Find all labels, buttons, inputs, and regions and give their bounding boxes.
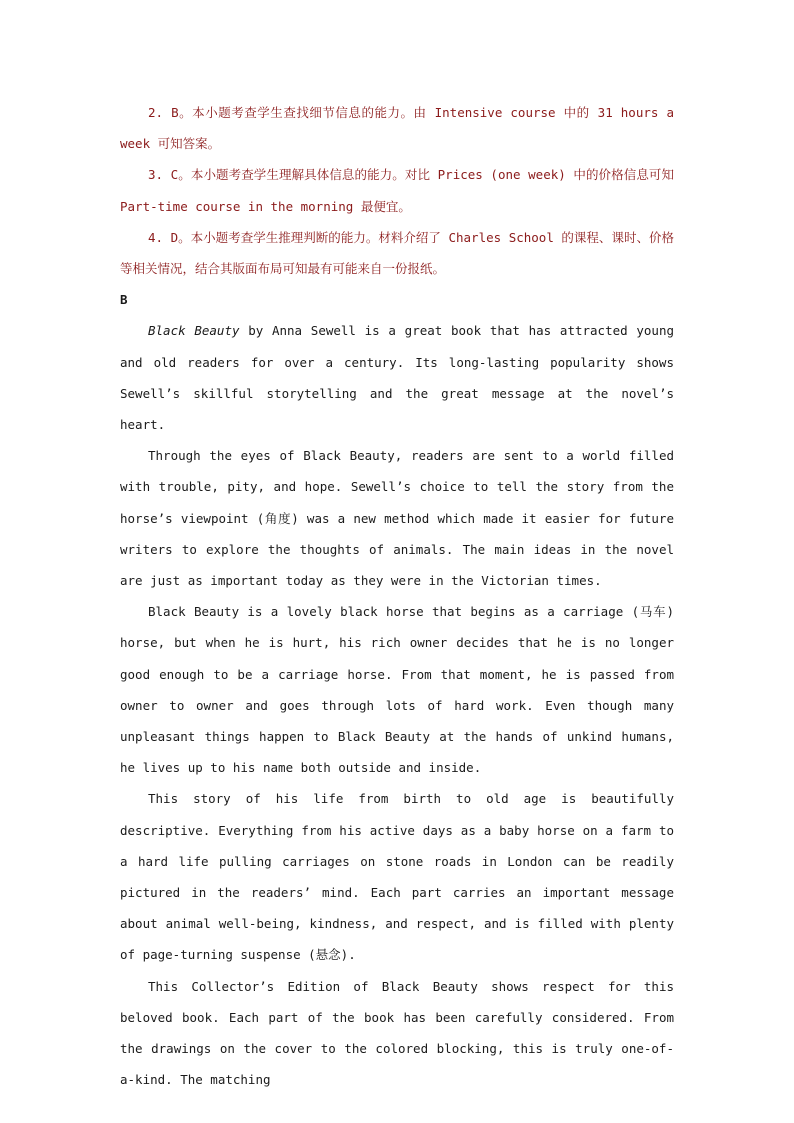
paragraph-1-text: by Anna Sewell is a great book that has attracted young and old readers for over a century. Its long-lasting popularity shows Sewell’s skillful storytelling and the great message at the novel’s heart. xyxy=(120,323,674,433)
passage-paragraph-3: Black Beauty is a lovely black horse that begins as a carriage (马车) horse, but when he is hurt, his rich owner decides that he is no longer good enough to be a carriage horse. From that moment, he is passed from owner to owner and goes through lots of hard work. Even though many unpleasant things happen to Black Beauty at the hands of unkind humans, he lives up to his name both outside and inside. xyxy=(120,604,674,776)
answer-explanations xyxy=(120,97,674,284)
section-title: B xyxy=(120,292,128,308)
passage-paragraph-1 xyxy=(120,315,674,440)
reading-passage xyxy=(120,315,674,1095)
answer-3: 3. C。本小题考查学生理解具体信息的能力。对比 Prices (one week) 中的价格信息可知 Part-time course in the morning 最便宜。 xyxy=(120,167,674,214)
document-page xyxy=(120,97,674,1096)
answer-2: 2. B。本小题考查学生查找细节信息的能力。由 Intensive course 中的 31 hours a week 可知答案。 xyxy=(120,105,674,152)
passage-paragraph-4: This story of his life from birth to old age is beautifully descriptive. Everything from his active days as a baby horse on a farm to a hard life pulling carriages on stone roads in London can be readily pictured in the readers’ mind. Each part carries an important message about animal well-being, kindness, and respect, and is filled with plenty of page-turning suspense (悬念). xyxy=(120,791,674,963)
passage-paragraph-2: Through the eyes of Black Beauty, readers are sent to a world filled with trouble, pity, and hope. Sewell’s choice to tell the story from the horse’s viewpoint (角度) was a new method which made it easier for future writers to explore the thoughts of animals. The main ideas in the novel are just as important today as they were in the Victorian times. xyxy=(120,448,674,589)
passage-paragraph-5: This Collector’s Edition of Black Beauty shows respect for this beloved book. Each part of the book has been carefully considered. From the drawings on the cover to the colored blocking, this is truly one-of-a-kind. The matching xyxy=(120,978,674,1088)
answer-4: 4. D。本小题考查学生推理判断的能力。材料介绍了 Charles School 的课程、课时、价格等相关情况，结合其版面布局可知最有可能来自一份报纸。 xyxy=(120,229,674,277)
book-title: Black Beauty xyxy=(148,323,240,339)
